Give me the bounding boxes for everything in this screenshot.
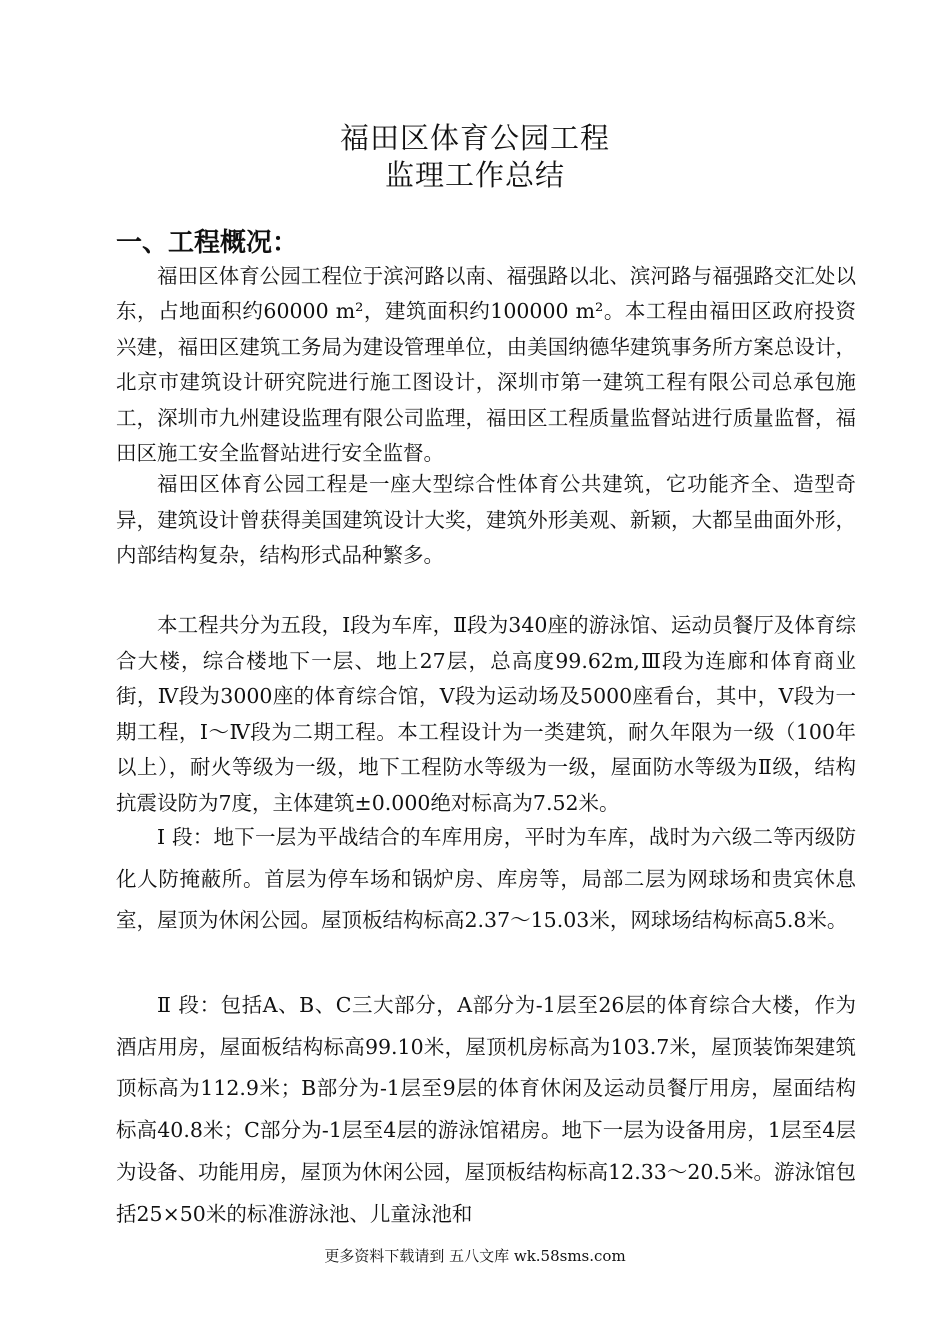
- document-title: 福田区体育公园工程: [339, 121, 610, 155]
- paragraph-overview-sections: 本工程共分为五段，Ⅰ段为车库，Ⅱ段为340座的游泳馆、运动员餐厅及体育综合大楼，综合楼地下一层、地上27层，总高度99.62m,Ⅲ段为连廊和体育商业街，Ⅳ段为3000座的体育综合馆，Ⅴ段为运动场及5000座看台，其中，Ⅴ段为一期工程，Ⅰ～Ⅳ段为二期工程。本工程设计为一类建筑，耐久年限为一级（100年以上），耐火等级为一级，地下工程防水等级为一级，屋面防水等级为Ⅱ级，结构抗震设防为7度，主体建筑±0.000绝对标高为7.52米。: [116, 613, 856, 815]
- footer-link-text[interactable]: 更多资料下载请到 五八文库 wk.58sms.com: [324, 1247, 626, 1265]
- section-heading: 一、工程概况：: [116, 228, 299, 258]
- document-subtitle: 监理工作总结: [384, 158, 565, 192]
- paragraph-section-2: Ⅱ 段：包括A、B、C三大部分，A部分为-1层至26层的体育综合大楼，作为酒店用房，屋面板结构标高99.10米，屋顶机房标高为103.7米，屋顶装饰架建筑顶标高为112.9米；B部分为-1层至9层的体育休闲及运动员餐厅用房，屋面结构标高40.8米；C部分为-1层至4层的游泳馆裙房。地下一层为设备用房，1层至4层为设备、功能用房，屋顶为休闲公园，屋顶板结构标高12.33～20.5米。游泳馆包括25×50米的标准游泳池、儿童泳池和: [116, 993, 856, 1226]
- paragraph-overview-features: 福田区体育公园工程是一座大型综合性体育公共建筑，它功能齐全、造型奇异，建筑设计曾获得美国建筑设计大奖，建筑外形美观、新颖，大都呈曲面外形，内部结构复杂，结构形式品种繁多。: [116, 472, 856, 567]
- paragraph-overview-location: 福田区体育公园工程位于滨河路以南、福强路以北、滨河路与福强路交汇处以东，占地面积约60000 m²，建筑面积约100000 m²。本工程由福田区政府投资兴建，福田区建筑工务局为建设管理单位，由美国纳德华建筑事务所方案总设计，北京市建筑设计研究院进行施工图设计，深圳市第一建筑工程有限公司总承包施工，深圳市九州建设监理有限公司监理，福田区工程质量监督站进行质量监督，福田区施工安全监督站进行安全监督。: [116, 264, 856, 466]
- paragraph-section-1: Ⅰ 段：地下一层为平战结合的车库用房，平时为车库，战时为六级二等丙级防化人防掩蔽所。首层为停车场和锅炉房、库房等，局部二层为网球场和贵宾休息室，屋顶为休闲公园。屋顶板结构标高2.37～15.03米，网球场结构标高5.8米。: [116, 825, 856, 933]
